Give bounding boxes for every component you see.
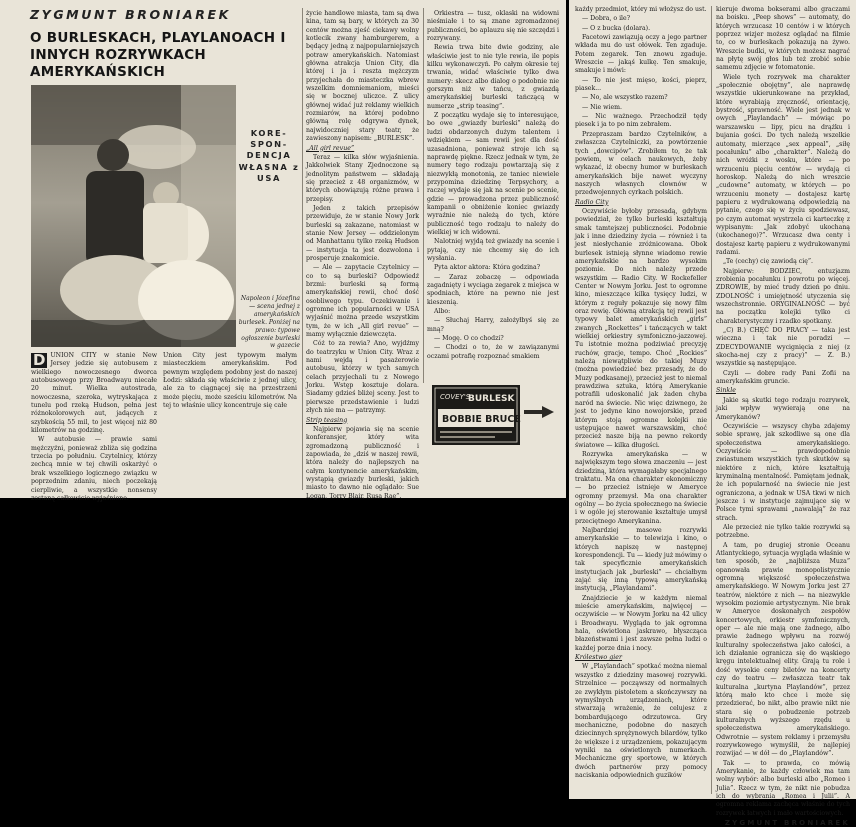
- section-heading: „All girl revue”: [306, 144, 355, 152]
- paragraph: — No, ale wszystko razem?: [582, 94, 668, 102]
- author-signoff: ZYGMUNT BRONIAREK: [724, 819, 850, 827]
- burlesque-photo-image: [31, 85, 236, 347]
- burlesque-photo: [31, 85, 236, 347]
- ad-text-line: COVEY'S: [440, 393, 471, 401]
- paragraph: Wiele tych rozrywek ma charakter „społecznie obojętny”, ale naprawdę wszystkie ukierunkowane na przykład, które wyrabiają zręczność, orientację, bystrość, sprawność. Wiele jest jednak w owych „Playlandach” — mówiąc po warszawsku — lipy, picu na drążku i bujania gości. Do tych należą wszelkie automaty, mierzące „sex appeal”, „siłę pocałunku” albo „charakter”. Należą do nich wróżki z wosku, które — po wrzuceniu pięciu centów — wydają ci horoskop. Należą do nich wreszcie „cudowne” automaty, w których — po wrzuceniu monety — dostajesz kartę papieru z wydrukowaną odpowiedzią na pytanie, czego się w życiu spodziewasz, po czym automat wystrzela ci karteczkę z wypisanym: „Jak zdobyć ukochaną (ukochanego)?”. Wrzucasz dwa centy i dostajesz kartę papieru z wydrukowanymi radami.: [716, 73, 850, 256]
- paragraph: — Zaraz zobaczę — odpowiada zagadnięty i wyciąga zegarek z miejsca w spodniach, które na pewno nie jest kieszenią.: [427, 273, 559, 306]
- section-heading: Sinkle: [716, 387, 736, 395]
- paragraph: Rozrywka amerykańska — w największym tego słowa znaczeniu — jest dziedziną, która wymagałaby specjalnego traktatu. Ma ona charakter ekonomiczny — bo przecież istnieje w Ameryce ogromny przemysł. Ma ona charakter ogólny — bo życia społecznego na świecie i w ogóle jej sterowanie kształtuje umysł przeciętnego Amerykanina.: [575, 450, 707, 525]
- paragraph: „Te (cechy) cię zawiodą cię”.: [723, 258, 814, 266]
- paragraph: Najpierw: BODZIEC, entuzjazm zrobienia pocałunku i powrotu po więcej. ZDROWIE, by mieć trudy dzień po dniu. ZDOLNOŚĆ i umiejętność utyczenia się wszechstronnie. ORYGINALNOŚĆ — być na początku kolejki tylko ci charakterystyczny i rzadko spotkany.: [716, 267, 850, 325]
- paragraph: Najpierw pojawia się na scenie konferansjer, który wita zgromadzoną publiczność i zapowiada, że „dziś w naszej rewii, która należy do najlepszych na całym kontynencie amerykańskim, wystąpią gwiazdy burleski, jakich miasto to dawno nie oglądało: Sue Logan, Torry Blair, Rusa Rae”.: [306, 425, 419, 500]
- article-right-page: [569, 0, 856, 827]
- article-column-4: [427, 10, 559, 383]
- paragraph: Oczywiście byłoby przesadą, gdybym powiedział, że tylko burleski kształtują smak tamtejszej publiczności. Podobnie jak i inne dziedziny życia — również i ta jest niesłychanie zróżnicowana. Obok burlesek istnieją słynne wiadomo rewie amerykańskie na bardzo wysokim poziomie. Do nich należy przede wszystkim — Radio City. W Rockefeller Center w Nowym Jorku. Jest to ogromne kino, mieszczące kilka tysięcy ludzi, w którym z reguły pokazuje się nowy film oraz rewię. Główną atrakcją tej rewii jest typowy balet amerykańskich „girls” zwanych „Rockettes” i tańczących w takt wielkiej orkiestry symfoniczno-jazzowej. Tu istotnie można podziwiać precyzję ruchów, gracje, tempo. Choć „Rockies” należą niewątpliwie do takiej Muzy (można powiedzieć bez przesady, że do Muzy podkasanej), przecież jest to niemal prawdziwa sztuka, którą Amerykanie potrafili udoskonalić jak żaden chyba naród na świecie. Nic więc dziwnego, że jest to jedyne kino nowojorskie, przed którym stoją ogromne kolejki nie ustępujące nawet warszawskim, choć przecież nasze biją na pewno rekordy światowe — kilka długości.: [575, 207, 707, 449]
- paragraph: „C) B.) CHĘĆ DO PRACY — taka jest wieczna i tak nie poradzi — ZDECYDOWANIE wycignięcia z niej (z skocha-nej czy z pracy)” — Z. B.) wszystkie są następujące.: [716, 327, 850, 368]
- section-heading: Radio City: [575, 198, 609, 206]
- paragraph: — To nie jest mięso, kości, pieprz, piasek...: [575, 76, 707, 93]
- paragraph: Cóż to za rewia? Ano, wyjdźmy do teatrzyku w Union City. Wraz z nami wejdą i pasażerowie autobusu, którzy w tych samych celach przyjechali tu z Nowego Jorku. Wstęp kosztuje dolara. Siadamy gdzieś bliżej sceny. Jest to pierwsze przedstawienie i ludzi złych nie ma — patrzymy.: [306, 340, 419, 415]
- dropcap-letter: D: [33, 351, 46, 369]
- article-left-page: [0, 0, 566, 502]
- section-heading: Królestwo gier: [575, 654, 622, 662]
- author-heading: ZYGMUNT BRONIAREK: [30, 7, 231, 22]
- arrow-icon: [524, 405, 554, 419]
- paragraph: — Mogę. O co chodzi?: [434, 335, 504, 343]
- section-heading: Strip teasing: [306, 416, 348, 424]
- paragraph: — Dobra, o ile?: [582, 15, 631, 23]
- article-column-1: [31, 351, 157, 502]
- paragraph: W „Playlandach” spotkać można niemal wszystko z dziedziny masowej rozrywki. Strzelnice — począwszy od normalnych ze zwykłym pistoletem a skończywszy na wymyślnych urządzeniach, które stwarzają wrażenie, że celujesz z bombardującego odrzutowca. Gry mechaniczne, podobne do naszych dziecinnych sprężynowych bilardów, tylko że większe i z urządzeniem, pokazującym wyniki na oświetlonych numerkach. Mechaniczne gry sportowe, w których dwóch partnerów przy pomocy naciskania odpowiednich guzików: [575, 663, 707, 779]
- paragraph: Rewia trwa bite dwie godziny, ale właściwie jest to nie tyle rewia, ile popis kilku wykonawczyń. Po całym okresie tej trwania, widać właściwie tylko dwa numery: skecz albo dialog o podobnie nie gorszym niż w tańcu, z gwiazdą amerykańskiej burleski tańczącą w numerze „strip teasing”.: [427, 44, 559, 110]
- paragraph: A tam, po drugiej stronie Oceanu Atlantyckiego, sytuacja wygląda właśnie w ten sposób, że „najbliższa Muza” opanowała prawie monopolistycznie ogromną większość społeczeństwa amerykańskiego. W Nowym Jorku jest 27 teatrów, niektóre z nich — na niezwykle wysokim poziomie artystycznym. Nie brak w Ameryce doskonałych zespołów koncertowych, orkiestr symfonicznych, oper — ale nie mają one żadnego, albo prawie żadnego wpływu na rozwój kulturalny społeczeństwa jako całości, a ich działanie ogranicza się do wąskiego kręgu intelektualnej elity. Grają tu role i dość wysokie ceny biletów na koncerty czy do teatru — zwłaszcza teatr tak kulturalna „kurtyna Playlandów”, przez którą mało kto chce i może się przedzierać, bo nikt, albo prawie nikt nie stara się o pobudzenie potrzeb kulturalnych wyższego rzędu u społeczeństwa amerykańskiego. Odwrotnie — system reklamy i przemysłu rozrywkowego wymyślił, że najlepiej rozwijać — w dół — do „Playlandów”.: [716, 541, 850, 758]
- column-rule: [711, 6, 712, 794]
- ad-text-line: BOBBIE BRUCE: [442, 414, 521, 425]
- paragraph: Facetowi zawiązują oczy a jego partner wkłada mu do ust ołówek. Ten zgaduje. Potem zegarek. Ten znowu zgaduje. Wreszcie — jakąś kulkę. Ten smakuje, smakuje i mówi:: [575, 34, 707, 75]
- photo-caption: Napoleon i Józefina — scena jednej z amerykańskich burlesek. Poniżej na prawo: typowe ogłoszenie burleski w gazecie: [238, 295, 300, 350]
- article-title: O BURLESKACH, PLAYLANOACH I INNYCH ROZRYWKACH AMERYKAŃSKICH: [30, 30, 286, 80]
- paragraph: Znajdziecie je w każdym niemal mieście amerykańskim, najwięcej — oczywiście — w Nowym Jorku na 42 ulicy i Broadwayu. Wygląda to jak ogromna hala, oświetlona jaskrawo, błyszcząca błazeństwami i jest zawsze pełna ludzi o każdej porze dnia i nocy.: [575, 594, 707, 652]
- burlesk-newspaper-ad: [432, 385, 520, 445]
- correspondence-label: KORE-SPON-DENCJA WŁASNA z USA: [238, 128, 300, 183]
- paragraph: — Słuchaj Harry, założyłbyś się ze mną?: [427, 317, 559, 333]
- paragraph: Orkiestra — tusz, oklaski na widowni nieśmiałe i to są znane zgromadzonej publiczności, bo aplauzu się nie szczędzi i rozrywany.: [427, 10, 559, 43]
- paragraph: Ale przecież nie tylko takie rozrywki są potrzebne.: [716, 523, 850, 540]
- article-column-6: [716, 6, 850, 827]
- column-rule: [302, 8, 303, 490]
- paragraph: Teraz — kilka słów wyjaśnienia. Jakkolwiek Stany Zjednoczone są jednolitym państwem — składają się przecież z 48 organizmów, w których obowiązują różne prawa i przepisy.: [306, 153, 419, 203]
- paragraph: Oczywiście — wszyscy chyba zdajemy sobie sprawę, jak szkodliwe są one dla społeczeństwa amerykańskiego. Oczywiście — prawdopodobnie zwiastunem wszystkich tych skutków są niektóre z nich, które kształtują kryminalną mentalność. Pamiętam jednak, że ich popularność na świecie nie jest ograniczona, a jednak w USA tkwi w nich jeszcze i w instytucje zajmujące się w Polsce tymi sprawami „nawalają” że raz strach.: [716, 422, 850, 522]
- article-column-3: [306, 10, 419, 500]
- paragraph: W autobusie — prawie sami mężczyźni, ponieważ zbliża się godzina trzecia po południu. Czytelnicy, którzy zechcą mnie w tej chwili oskarżyć o brak wszelkiego logicznego związku w poprzednim zdaniu, niech poczekają cierpliwie, a wszystkie nonsensy zostaną całkowicie wyjaśnione.: [31, 436, 157, 502]
- paragraph: — O z bucka (dolara).: [582, 24, 651, 32]
- paragraph: Union City jest typowym małym miasteczkiem amerykańskim. Pod pewnym względem podobny jest do naszej Łodzi: składa się właściwie z jednej ulicy, ale za to ciągnącej się na przestrzeni może pięciu, może sześciu kilometrów. Na tej to właśnie ulicy koncentruje się całe: [163, 352, 297, 410]
- article-column-2: [163, 352, 297, 492]
- paragraph: Nalotniej wyjdą też gwiazdy na scenie i pytają, czy nie chcemy się do ich wysłania.: [427, 238, 559, 262]
- paragraph: Jeden z takich przepisów przewiduje, że w stanie Nowy Jork burleski są zakazane, natomiast w stanie New Jersey — oddzielonym od Manhattanu tylko rzeką Hudson — instytucja ta jest dozwolona i prosperuje znakomicie.: [306, 204, 419, 262]
- paragraph: — Chodzi o to, że w zawiązanymi oczami potrafię rozpoznać smakiem: [427, 344, 559, 360]
- article-column-5: [575, 6, 707, 794]
- paragraph: Jakie są skutki tego rodzaju rozrywek, jaki wpływ wywierają one na Amerykanów?: [716, 396, 850, 421]
- paragraph: kieruje dwoma bokserami albo graczami na boisku. „Peep shows” — automaty, do których wrzucasz 10 centów i w których poprzez wizjer możesz oglądać na filmie to, co w burleskach pokazują na żywo. Wreszcie budki, w których możesz nagrać na płytę swój głos lub też zrobić sobie samemu zdjęcie w fotomatonie.: [716, 6, 850, 72]
- paragraph: Tak — to prawda, co mówią Amerykanie, że każdy człowiek ma tam wolny wybór: albo burleski albo „Romeo i Julia”. Rzecz w tym, że nikt nie pobudza ich do wybrania „Romea i Julii”. A ogromna reklama zachęca właśnie do tych rozrywek łatwych i mało wartościowych.: [716, 759, 850, 817]
- paragraph: UNION CITY w stanie New Jersey jedzie się autobusem z wielkiego nowoczesnego dworca autobusowego przy Broadwayu niecałe 20 minut. Wielka autostrada, nowoczesna, szeroka, wytryskająca z tunelu pod rzeką Hudson, pełna jest różnokolorowych aut, jadących z szybkością 55 mil, to jest więcej niż 80 kilometrów na godzinę.: [31, 352, 157, 435]
- paragraph: każdy przedmiot, który mi włożysz do ust.: [575, 6, 707, 13]
- paragraph: życie handlowe miasta, tam są dwa kina, tam są bary, w których za 30 centów można zjeść ciekawy wolny kotlecik zwany hamburgerem, a będący jedną z najpopularniejszych potraw amerykańskich. Natomiast główna atrakcja Union City, dla której i ja i reszta mężczyzn przyjechała do miasteczka wbrew wszelkim domniemaniom, mieści się w bocznej uliczce. Z ulicy głównej widać już reklamy wielkich rozmiarów, na której podobno główną rolę odgrywa dynek, najwidoczniej stary teatr, że zawieszony napisem: „BURLESK”.: [306, 10, 419, 143]
- paragraph: Pyta aktor aktora: Która godzina?: [434, 264, 541, 272]
- paragraph: Z początku wydaje się to interesujące, bo owe „gwiazdy burleski” należą do ludzi obdarzonych dużym talentem i wdziękiem — sam rewii jest dla dość uzasadniona, ponieważ stroje ich są naprawdę piękne. Rzecz jednak w tym, że numery tego rodzaju powtarzają się z niezwykłą monotonią, ze taniec niewiele przypomina dziedzinę Terpsychory, a raczej wydaje się jak na scenie po scenie, gdzie — prowadzona przez publiczność kampanii o obniżenie koniec gwiazdy wyraźnie nie należą do tych, które publiczność tego rodzaju to należy do wielkiej w ich widowni.: [427, 112, 559, 236]
- paragraph: Przepraszam bardzo Czytelników, a zwłaszcza Czytelniczki, za powtórzenie tych „dowcipów”. Zrobiłem to, że tak powiem, w celach naukowych, żeby wykazać, iż obecny humor w burleskach amerykańskich bije nawet wyczyny naszych własnych clownów w przedwojennych cyrkach polskich.: [575, 130, 707, 197]
- paragraph: Czyli — dobre rady Pani Zofii na amerykańskim gruncie.: [716, 369, 850, 386]
- ad-text-line: BURLESK: [468, 394, 515, 404]
- paragraph: — Ale — zapytacie Czytelnicy — co to są burleski? Odpowiedź brzmi: burleski są formą amerykańskiej rewii, choć dość osobliwego typu. Oczekiwanie i ogromne ich popularności w USA wyjaśnić można przede wszystkim tym, że w ich „All girl revue” — mamy wyłącznie dziewczęta.: [306, 264, 419, 339]
- paragraph: Najbardziej masowe rozrywki amerykańskie — to telewizja i kino, o których napiszę w następnej korespondencji. Tu — kiedy już mówimy o tak specyficznie amerykańskich instytucjach jak „burleski” — chciałbym zająć się inną typową amerykańską instytucją, „Playlandami”.: [575, 526, 707, 593]
- column-rule: [423, 8, 424, 383]
- paragraph: — Nie wiem.: [582, 103, 622, 111]
- paragraph: — Nic ważnego. Przechodził tędy piesek i ja to po nim zebrałem.: [575, 113, 707, 129]
- paragraph: Albo:: [434, 308, 451, 316]
